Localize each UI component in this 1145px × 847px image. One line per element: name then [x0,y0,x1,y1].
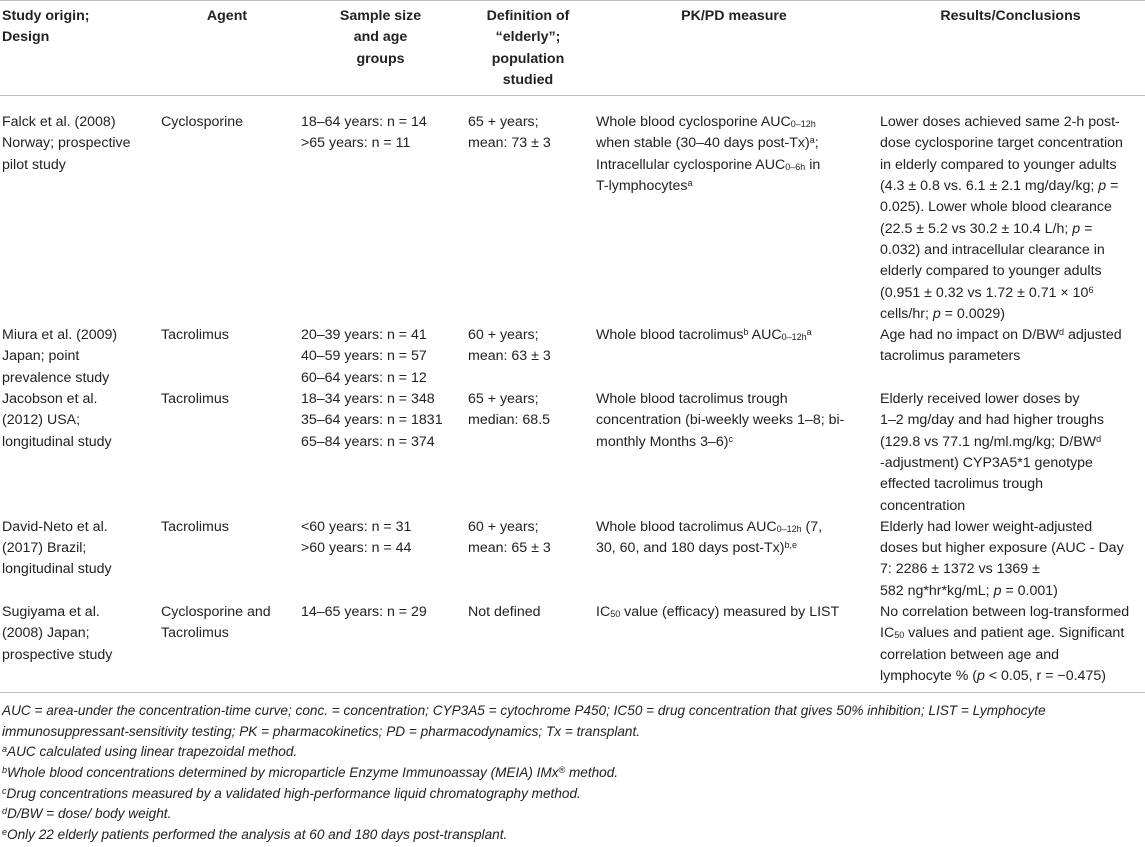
cell-sample: 18–34 years: n = 348 35–64 years: n = 1831 65–84 years: n = 374 [301,391,443,450]
footnote-b: $^b$Whole blood concentrations determined by microparticle Enzyme Immunoassay (MEIA) IMx® method. [2,764,619,780]
footnote-d: $^d$D/BW = dose/ body weight. [2,806,172,822]
header-study-origin: Study origin; Design [2,8,90,46]
cell-results: Age had no impact on $D/BW^d$ adjusted tacrolimus parameters [880,327,1122,365]
cell-results: Lower doses achieved same 2-h post- dose cyclosporine target concentration in elderly compared to younger adults (4.3 ± 0.8 vs. 6.1 ± 2.1 mg/day/kg; p = 0.025). Lower whole blood clearance (22.5 ± 5.2 vs 30.2 ± 10.4 L/h; p = 0.032) and intracellular clearance in elderly compared to younger adults (0.951 ± 0.32 vs $1.72 \pm 0.71 \times 10^6$ cells/hr; p = 0.0029) [880,114,1123,322]
footnote-abbreviations-cont: immunosuppressant-sensitivity testing; PK = pharmacokinetics; PD = pharmacodynamics; Tx = transplant. [2,723,641,739]
table-row [0,517,1145,602]
cell-sample: 18–64 years: n = 14 >65 years: n = 11 [301,114,427,152]
cell-pkpd: Whole blood tacrolimus trough concentration (bi-weekly weeks 1–8; bi- monthly Months 3–6)$^c$ [596,391,845,450]
cell-elderly: 60 + years; mean: 65 ± 3 [468,518,551,557]
cell-study: Jacobson et al. (2012) USA; longitudinal study [2,391,112,450]
footnote-abbreviations: AUC = area-under the concentration-time curve; conc. = concentration; CYP3A5 = cytochrome P450; IC50 = drug concentration that gives 50% inhibition; LIST = Lymphocyte [2,703,1046,719]
cell-sample: <60 years: n = 31 >60 years: n = 44 [301,518,412,557]
cell-study: Miura et al. (2009) Japan; point prevalence study [2,327,118,386]
cell-elderly: 65 + years; median: 68.5 [468,391,551,429]
cell-study: David-Neto et al. (2017) Brazil; longitudinal study [2,518,112,578]
header-elderly-definition: Definition of “elderly”; population studied [486,8,570,88]
table-header-row [0,1,1145,96]
cell-results: Elderly received lower doses by 1–2 mg/day and had higher troughs (129.8 vs 77.1 ng/ml.mg/kg; $D/BW^d$ -adjustment) CYP3A5*1 genotype effected tacrolimus trough concentration [880,391,1105,514]
header-agent: Agent [206,8,248,24]
footnote-e: $^e$Only 22 elderly patients performed the analysis at 60 and 180 days post-transplant. [2,826,508,842]
header-sample-size: Sample size and age groups [339,8,422,67]
cell-agent: Cyclosporine and Tacrolimus [161,604,271,642]
cell-pkpd: Whole blood cyclosporine $AUC_{0-12h}$ when stable (30–40 days post-Tx)$^a$; Intracellular cyclosporine $AUC_{0-6h}$ in T-lymphocytes$^a$ [596,114,821,195]
table-footnotes [0,693,1145,845]
cell-sample: 20–39 years: n = 41 40–59 years: n = 57 60–64 years: n = 12 [301,327,427,386]
cell-agent: Cyclosporine [161,114,244,131]
cell-elderly: 60 + years; mean: 63 ± 3 [468,327,551,365]
cell-pkpd: Whole blood tacrolimus $AUC_{0-12h}$ (7, 30, 60, and 180 days post-Tx)$^{b,e}$ [596,518,823,557]
cell-study: Falck et al. (2008) Norway; prospective pilot study [2,114,131,173]
footnote-c: $^c$Drug concentrations measured by a validated high-performance liquid chromatography method. [2,785,581,801]
header-results: Results/Conclusions [940,8,1081,24]
header-pkpd-measure: PK/PD measure [681,8,787,24]
cell-agent: Tacrolimus [161,518,229,535]
cell-elderly: Not defined [468,604,541,621]
table-row [0,325,1145,389]
cell-pkpd: $IC_{50}$ value (efficacy) measured by LIST [596,604,840,621]
cell-agent: Tacrolimus [161,327,229,344]
footnote-a: $^a$AUC calculated using linear trapezoidal method. [2,744,298,760]
table-row [0,389,1145,517]
cell-sample: 14–65 years: n = 29 [301,604,427,621]
cell-results: No correlation between log-transformed $IC_{50}$ values and patient age. Significant correlation between age and lymphocyte % (p < 0.05, r = −0.475) [880,604,1130,684]
table-row [0,602,1145,693]
cell-results: Elderly had lower weight-adjusted doses but higher exposure (AUC - Day 7: 2286 ± 1372 vs 1369 ± 582 ng*hr*kg/mL; p = 0.001) [880,518,1124,599]
cell-elderly: 65 + years; mean: 73 ± 3 [468,114,551,152]
table-row [0,96,1145,325]
cell-agent: Tacrolimus [161,391,229,408]
cell-study: Sugiyama et al. (2008) Japan; prospective study [2,604,113,663]
cell-pkpd: Whole blood tacrolimus$^b$ $AUC_{0-12h}^a$ [596,327,812,344]
